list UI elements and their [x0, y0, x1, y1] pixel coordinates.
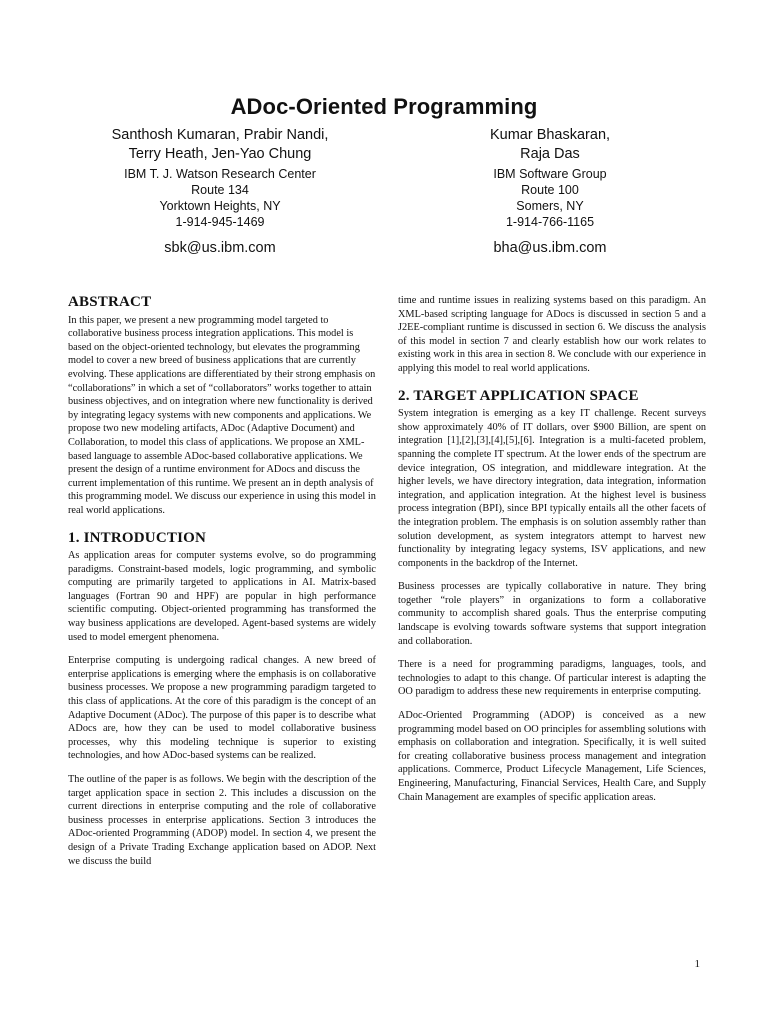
author-name-line: Raja Das [520, 146, 580, 162]
paragraph: Business processes are typically collaborative in nature. They bring together “role players” in organizations to form a collaborative community to accomplish shared goals. Thus the enterprise computing landscape is evolving towards software systems that support integration and collaboration. [398, 581, 706, 647]
affiliation-line: Route 134 [191, 183, 249, 197]
author-block-right [400, 126, 700, 256]
section-2-heading: 2. TARGET APPLICATION SPACE [398, 387, 639, 404]
affiliation-line: Somers, NY [516, 199, 584, 213]
abstract-text: In this paper, we present a new programming model targeted to collaborative business process integration applications. This model is based on the object-oriented technology, but elevates the programming model to cover a new breed of business applications that are currently evolving. These applications are differentiated by their strong emphasis on “collaborations” in which a set of “collaborators” works together to attain business objectives, and on integration where new functionality is derived by integrating legacy systems with new components and applications. We propose two new modeling artifacts, ADoc (Adaptive Document) and Collaboration, to model this class of applications. We propose an XML-based language to assemble ADoc-based collaborative applications. We present the design of a runtime environment for ADocs and discuss the current implementation of this runtime. We present an in depth analysis of this programming model. We discuss our experience in using this model in real world applications. [68, 314, 376, 516]
abstract-heading: ABSTRACT [68, 294, 152, 310]
affiliation-line: 1-914-766-1165 [505, 215, 595, 229]
section-1-heading: 1. INTRODUCTION [68, 529, 207, 546]
author-email-right[interactable]: bha@us.ibm.com [493, 240, 607, 256]
affiliation-left [70, 166, 370, 230]
author-name-line: Terry Heath, Jen-Yao Chung [128, 146, 312, 162]
affiliation-line: IBM T. J. Watson Research Center [124, 167, 316, 181]
affiliation-line: Route 100 [521, 183, 579, 197]
author-names-left [70, 126, 370, 164]
affiliation-line: IBM Software Group [493, 167, 607, 181]
paragraph: Enterprise computing is undergoing radical changes. A new breed of enterprise applications is emerging where the emphasis is on collaborative business processes. We propose a new programming paradigm targeted to this class of applications. At the core of this paradigm is the concept of an Adaptive Document (ADoc). The purpose of this paper is to describe what ADocs are, how they can be used to model collaborative business processes, why this modeling technique is superior to existing technologies, and how ADoc-based systems can be realized. [68, 655, 376, 762]
author-name-line: Santhosh Kumaran, Prabir Nandi, [111, 127, 329, 143]
paragraph: The outline of the paper is as follows. We begin with the description of the target application space in section 2. This includes a discussion on the current directions in enterprise computing and the role of collaborative business processes in enterprise applications. Section 3 introduces the ADoc-oriented Programming (ADOP) model. In section 4, we present the design of a Private Trading Exchange application based on ADOP. Next we discuss the build [68, 774, 376, 867]
author-email-left[interactable]: sbk@us.ibm.com [164, 240, 276, 256]
paragraph: ADoc-Oriented Programming (ADOP) is conceived as a new programming model based on OO principles for assembling solutions with emphasis on collaboration and integration. Specifically, it is well suited for creating collaborative business process management and integration applications. Commerce, Product Lifecycle Management, Life Sciences, Engineering, Manufacturing, Financial Services, Health Care, and Supply Chain Management are examples of specific application areas. [398, 710, 707, 803]
author-name-line: Kumar Bhaskaran, [489, 127, 611, 143]
paragraph: As application areas for computer systems evolve, so do programming paradigms. Constraint-based models, logic programming, and symbolic computing are primarily targeted to applications in AI. Matrix-based languages (Fortran 90 and HPF) are popular in high performance scientific computing. Object-oriented programming has transformed the way business applications are developed. Agent-based systems are widely used to model emergent phenomena. [68, 550, 376, 643]
right-column [398, 294, 706, 814]
paper-title: ADoc-Oriented Programming [230, 94, 538, 119]
affiliation-line: Yorktown Heights, NY [159, 199, 281, 213]
paragraph: System integration is emerging as a key IT challenge. Recent surveys show approximately 40% of IT dollars, over $900 Billion, are spent on integration [1],[2],[3],[4],[5],[6]. Integration is a multi-faceted problem, spanning the complete IT spectrum. At the lower ends of the spectrum are device integration, OS integration, and middleware integration. At the higher levels, we have directory integration, data integration, information integration, and application integration. At the highest level is business process integration (BPI), since BPI typically entails all the other facets of the integration problem. The emphasis is on solution assembly rather than solution development, as system integrators attempt to harvest new functionality by integrating legacy systems, ISV applications, and new components in the backdrop of the Internet. [398, 408, 706, 569]
page-number: 1 [694, 958, 700, 970]
paragraph: There is a need for programming paradigms, languages, tools, and technologies to adapt to this change. Of particular interest is adapting the OO paradigm to address these new requirements in enterprise computing. [398, 659, 706, 698]
author-names-right [400, 126, 700, 164]
affiliation-line: 1-914-945-1469 [175, 215, 265, 229]
affiliation-right [400, 166, 700, 230]
author-block-left [70, 126, 370, 256]
paragraph-continuation: time and runtime issues in realizing systems based on this paradigm. An XML-based scripting language for ADocs is discussed in section 5 and a J2EE-compliant runtime is discussed in section 6. We discuss the analysis of this model in section 7 and clearly establish how our work relates to existing work in this area in section 8. We conclude with our experience in applying this model to real world applications. [398, 295, 706, 374]
left-column [68, 296, 376, 878]
